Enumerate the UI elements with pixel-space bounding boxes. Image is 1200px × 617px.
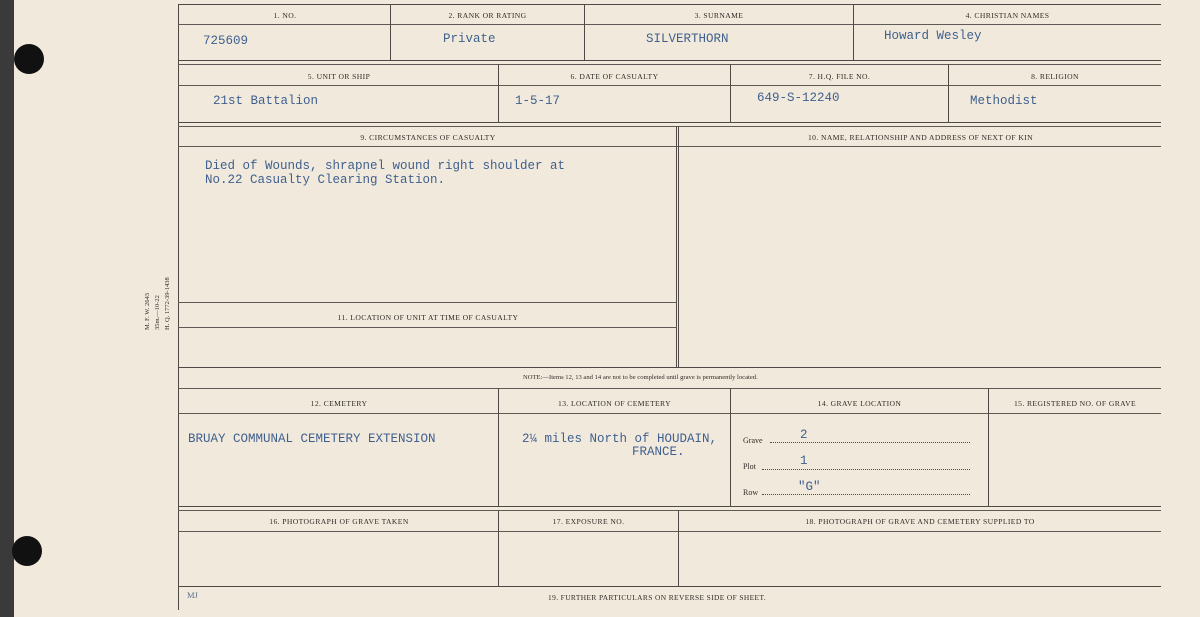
row4-top-rule (178, 388, 1161, 389)
row-dotted-line (762, 494, 970, 495)
value-plot: 1 (800, 454, 808, 468)
label-grave: Grave (743, 436, 763, 445)
label-date-of-casualty: 6. DATE OF CASUALTY (570, 72, 659, 81)
value-rank: Private (443, 32, 496, 46)
row3-location-label-rule (178, 327, 677, 328)
value-row: "G" (798, 480, 821, 494)
value-christian-names: Howard Wesley (884, 29, 982, 43)
label-circumstances: 9. CIRCUMSTANCES OF CASUALTY (360, 133, 496, 142)
row5-label-rule (178, 531, 1161, 532)
value-location-line2: FRANCE. (632, 445, 685, 459)
value-grave: 2 (800, 428, 808, 442)
value-surname: SILVERTHORN (646, 32, 729, 46)
value-unit: 21st Battalion (213, 94, 319, 108)
label-row: Row (743, 488, 759, 497)
value-date: 1-5-17 (515, 94, 561, 108)
row2-label-rule (178, 85, 1161, 86)
row3-divider (678, 126, 679, 368)
label-unit: 5. UNIT OR SHIP (307, 72, 371, 81)
row1-top-rule (178, 4, 1161, 5)
label-hq-file-no: 7. H.Q. FILE NO. (808, 72, 871, 81)
row3-bottom-rule (178, 367, 1161, 368)
plot-dotted-line (762, 469, 970, 470)
label-photograph-taken: 16. PHOTOGRAPH OF GRAVE TAKEN (269, 517, 409, 526)
label-exposure-no: 17. EXPOSURE NO. (552, 517, 625, 526)
row4-label-rule (178, 413, 1161, 414)
value-hq-file: 649-S-12240 (757, 91, 840, 105)
row3-location-top-rule (178, 302, 677, 303)
clerk-initials: MJ (187, 590, 198, 600)
label-religion: 8. RELIGION (1031, 72, 1079, 81)
row3-label-rule (178, 146, 1161, 147)
label-photograph-supplied: 18. PHOTOGRAPH OF GRAVE AND CEMETERY SUPPLIED TO (805, 517, 1035, 526)
grave-dotted-line (770, 442, 970, 443)
label-grave-location: 14. GRAVE LOCATION (817, 399, 902, 408)
value-number: 725609 (203, 34, 249, 48)
label-surname: 3. SURNAME (694, 11, 744, 20)
punch-hole-bottom (12, 536, 42, 566)
row3-top-rule (178, 126, 1161, 127)
label-christian-names: 4. CHRISTIAN NAMES (965, 11, 1050, 20)
row4-bottom-rule (178, 506, 1161, 507)
value-cemetery: BRUAY COMMUNAL CEMETERY EXTENSION (188, 432, 436, 446)
row3-divider-double (676, 126, 677, 368)
binder-edge (0, 0, 14, 617)
grave-note: NOTE:—Items 12, 13 and 14 are not to be completed until grave is permanently located. (523, 374, 758, 381)
value-circumstances-line1: Died of Wounds, shrapnel wound right shoulder at (205, 159, 566, 173)
value-location-line1: 2¼ miles North of HOUDAIN, (522, 432, 718, 446)
label-no: 1. NO. (273, 11, 297, 20)
value-circumstances-line2: No.22 Casualty Clearing Station. (205, 173, 446, 187)
row2-bottom-rule (178, 122, 1161, 123)
label-location-of-unit: 11. LOCATION OF UNIT AT TIME OF CASUALTY (337, 313, 519, 322)
label-next-of-kin: 10. NAME, RELATIONSHIP AND ADDRESS OF NEXT OF KIN (807, 133, 1034, 142)
margin-print-3: H. Q. 1772-39-1438 (164, 277, 171, 330)
margin-print-1: M. F. W. 2643 (144, 292, 151, 330)
label-cemetery: 12. CEMETERY (310, 399, 368, 408)
row1-label-rule (178, 24, 1161, 25)
label-location-of-cemetery: 13. LOCATION OF CEMETERY (558, 399, 671, 408)
label-plot: Plot (743, 462, 756, 471)
row5-bottom-rule (178, 586, 1161, 587)
row1-bottom-rule (178, 60, 1161, 61)
margin-print-2: 35m.—10-22 (154, 295, 161, 330)
value-religion: Methodist (970, 94, 1038, 108)
row5-top-rule (178, 510, 1161, 511)
left-border (178, 4, 179, 610)
row2-top-rule (178, 64, 1161, 65)
label-rank: 2. RANK OR RATING (448, 11, 527, 20)
punch-hole-top (14, 44, 44, 74)
footer-further-particulars: 19. FURTHER PARTICULARS ON REVERSE SIDE OF SHEET. (548, 593, 767, 602)
label-registered-no: 15. REGISTERED NO. OF GRAVE (1013, 399, 1137, 408)
